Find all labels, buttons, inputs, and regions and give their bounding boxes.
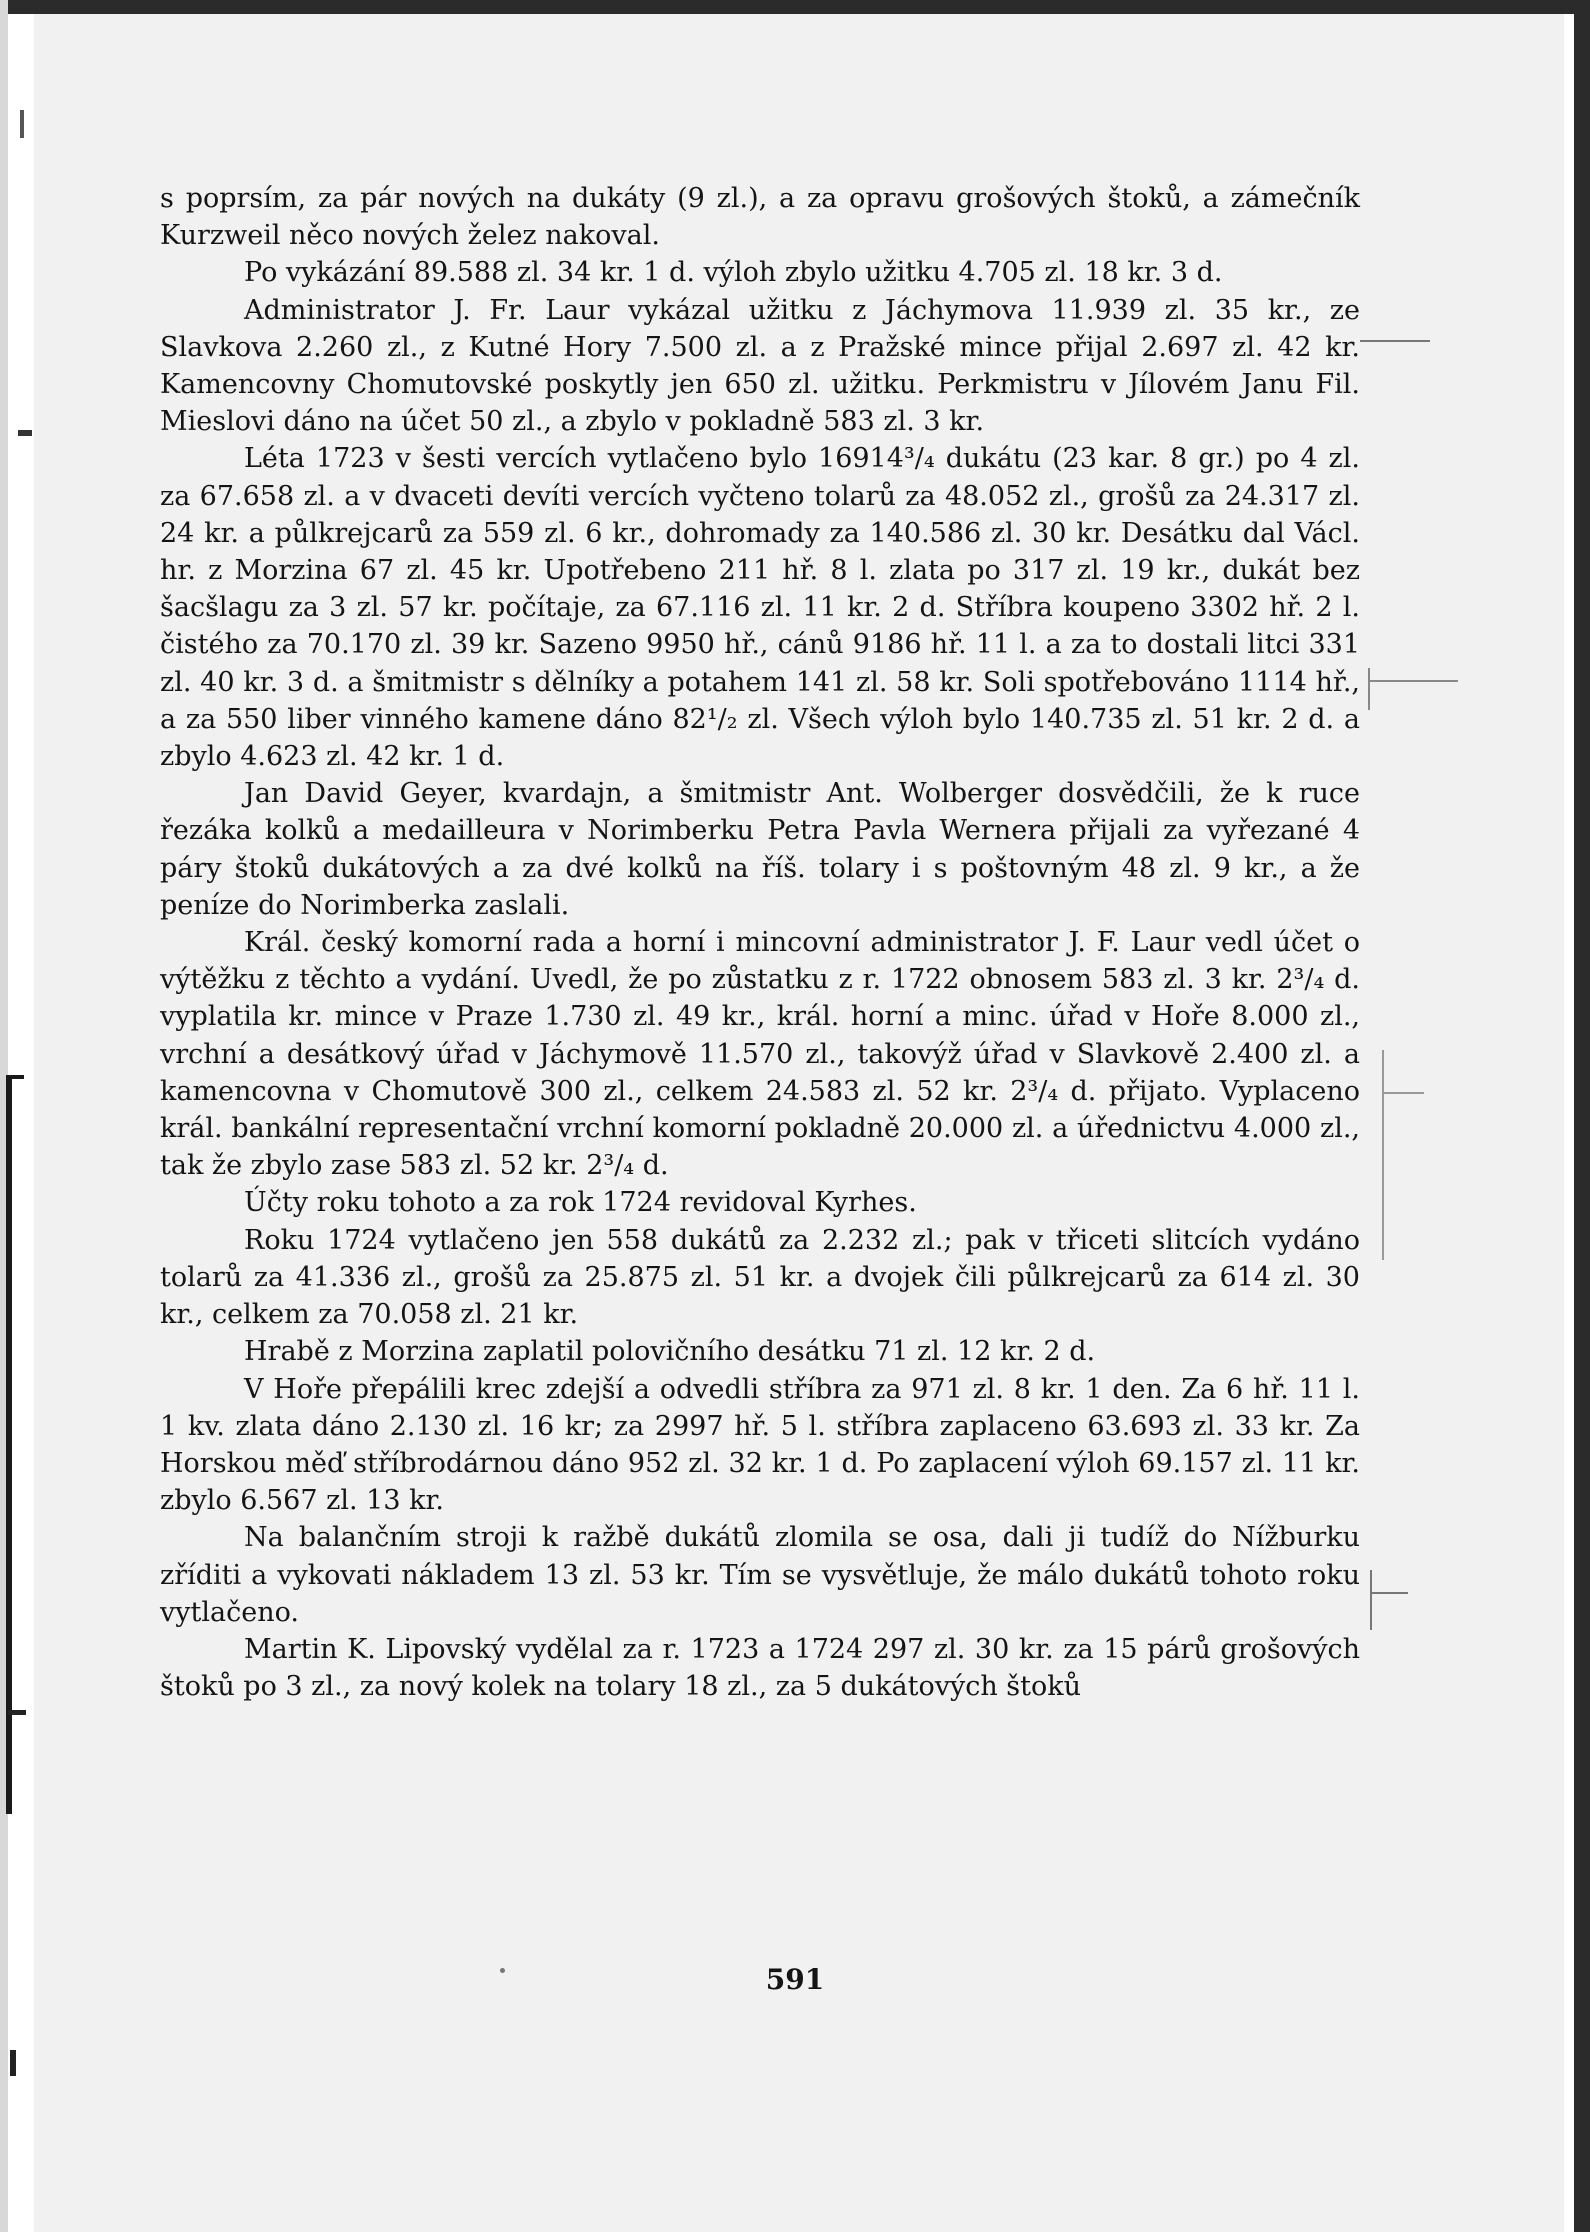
margin-mark (8, 1710, 26, 1715)
margin-pencil-mark (1370, 680, 1458, 682)
page-number: 591 (765, 1963, 825, 1996)
margin-mark (20, 110, 24, 138)
margin-pencil-mark (1368, 668, 1370, 710)
margin-mark (10, 2050, 16, 2076)
paragraph: Účty roku tohoto a za rok 1724 revidoval Kyrhes. (244, 1187, 917, 1219)
margin-pencil-mark (1382, 1050, 1384, 1260)
body-text (160, 180, 1360, 1705)
paragraph: Po vykázání 89.588 zl. 34 kr. 1 d. výloh zbylo užitku 4.705 zl. 18 kr. 3 d. (244, 257, 1223, 289)
scan-border-right (1574, 0, 1590, 2232)
paragraph: V Hoře přepálili krec zdejší a odvedli stříbra za 971 zl. 8 kr. 1 den. Za 6 hř. 11 l. 1 kv. zlata dáno 2.130 zl. 16 kr; za 2997 hř. 5 l. stříbra zaplaceno 63.693 zl. 33 kr. Za Horskou měď stříbrodárnou dáno 952 zl. 32 kr. 1 d. Po zaplacení výloh 69.157 zl. 11 kr. zbylo 6.567 zl. 13 kr. (160, 1373, 1360, 1517)
margin-pencil-mark (1384, 1092, 1424, 1094)
paragraph: Martin K. Lipovský vydělal za r. 1723 a 1724 297 zl. 30 kr. za 15 párů grošových štoků po 3 zl., za nový kolek na tolary 18 zl., za 5 dukátových štoků (160, 1633, 1360, 1703)
paragraph: Hrabě z Morzina zaplatil polovičního desátku 71 zl. 12 kr. 2 d. (244, 1336, 1096, 1368)
scan-border-top (0, 0, 1590, 14)
paragraph: Jan David Geyer, kvardajn, a šmitmistr Ant. Wolberger dosvědčili, že k ruce řezáka kolků a medailleura v Norimberku Petra Pavla Wernera přijali za vyřezané 4 páry štoků dukátových a za dvé kolků na říš. tolary i s poštovným 48 zl. 9 kr., a že peníze do Norimberka zaslali. (160, 778, 1360, 921)
paragraph: Roku 1724 vytlačeno jen 558 dukátů za 2.232 zl.; pak v třiceti slitcích vydáno tolarů za 41.336 zl., grošů za 25.875 zl. 51 kr. a dvojek čili půlkrejcarů za 614 zl. 30 kr., celkem za 70.058 zl. 21 kr. (160, 1224, 1360, 1331)
paragraph: Král. český komorní rada a horní i mincovní administrator J. F. Laur vedl účet o výtěžku z těchto a vydání. Uvedl, že po zůstatku z r. 1722 obnosem 583 zl. 3 kr. 2³/₄ d. vyplatila kr. mince v Praze 1.730 zl. 49 kr., král. horní a minc. úřad v Hoře 8.000 zl., vrchní a desátkový úřad v Jáchymově 11.570 zl., takovýž úřad v Slavkově 2.400 zl. a kamencovna v Chomutově 300 zl., celkem 24.583 zl. 52 kr. 2³/₄ d. přijato. Vyplaceno král. bankální representační vrchní komorní pokladně 20.000 zl. a úřednictvu 4.000 zl., tak že zbylo zase 583 zl. 52 kr. 2³/₄ d. (160, 927, 1360, 1182)
margin-pencil-mark (1372, 1592, 1408, 1594)
paragraph: s poprsím, za pár nových na dukáty (9 zl.), a za opravu grošových štoků, a zámečník Kurzweil něco nových želez nakoval. (160, 183, 1360, 252)
paragraph: Na balančním stroji k ražbě dukátů zlomila se osa, dali ji tudíž do Nížburku zříditi a vykovati nákladem 13 zl. 53 kr. Tím se vysvětluje, že málo dukátů tohoto roku vytlačeno. (160, 1522, 1360, 1628)
paragraph: Léta 1723 v šesti vercích vytlačeno bylo 16914³/₄ dukátu (23 kar. 8 gr.) po 4 zl. za 67.658 zl. a v dvaceti devíti vercích vyčteno tolarů za 48.052 zl., grošů za 24.317 zl. 24 kr. a půlkrejcarů za 559 zl. 6 kr., dohromady za 140.586 zl. 30 kr. Desátku dal Václ. hr. z Morzina 67 zl. 45 kr. Upotřebeno 211 hř. 8 l. zlata po 317 zl. 19 kr., dukát bez šacšlagu za 3 zl. 57 kr. počítaje, za 67.116 zl. 11 kr. 2 d. Stříbra koupeno 3302 hř. 2 l. čistého za 70.170 zl. 39 kr. Sazeno 9950 hř., cánů 9186 hř. 11 l. a za to dostali litci 331 zl. 40 kr. 3 d. a šmitmistr s dělníky a potahem 141 zl. 58 kr. Soli spotřebováno 1114 hř., a za 550 liber vinného kamene dáno 82¹/₂ zl. Všech výloh bylo 140.735 zl. 51 kr. 2 d. a zbylo 4.623 zl. 42 kr. 1 d. (160, 443, 1360, 773)
margin-pencil-mark (1360, 340, 1430, 342)
paragraph: Administrator J. Fr. Laur vykázal užitku z Jáchymova 11.939 zl. 35 kr., ze Slavkova 2.260 zl., z Kutné Hory 7.500 zl. a z Pražské mince přijal 2.697 zl. 42 kr. Kamencovny Chomutovské poskytly jen 650 zl. užitku. Perkmistru v Jílovém Janu Fil. Mieslovi dáno na účet 50 zl., a zbylo v pokladně 583 zl. 3 kr. (160, 294, 1360, 438)
margin-mark (18, 430, 32, 436)
margin-bracket (6, 1075, 24, 1814)
margin-pencil-mark (1370, 1570, 1372, 1630)
